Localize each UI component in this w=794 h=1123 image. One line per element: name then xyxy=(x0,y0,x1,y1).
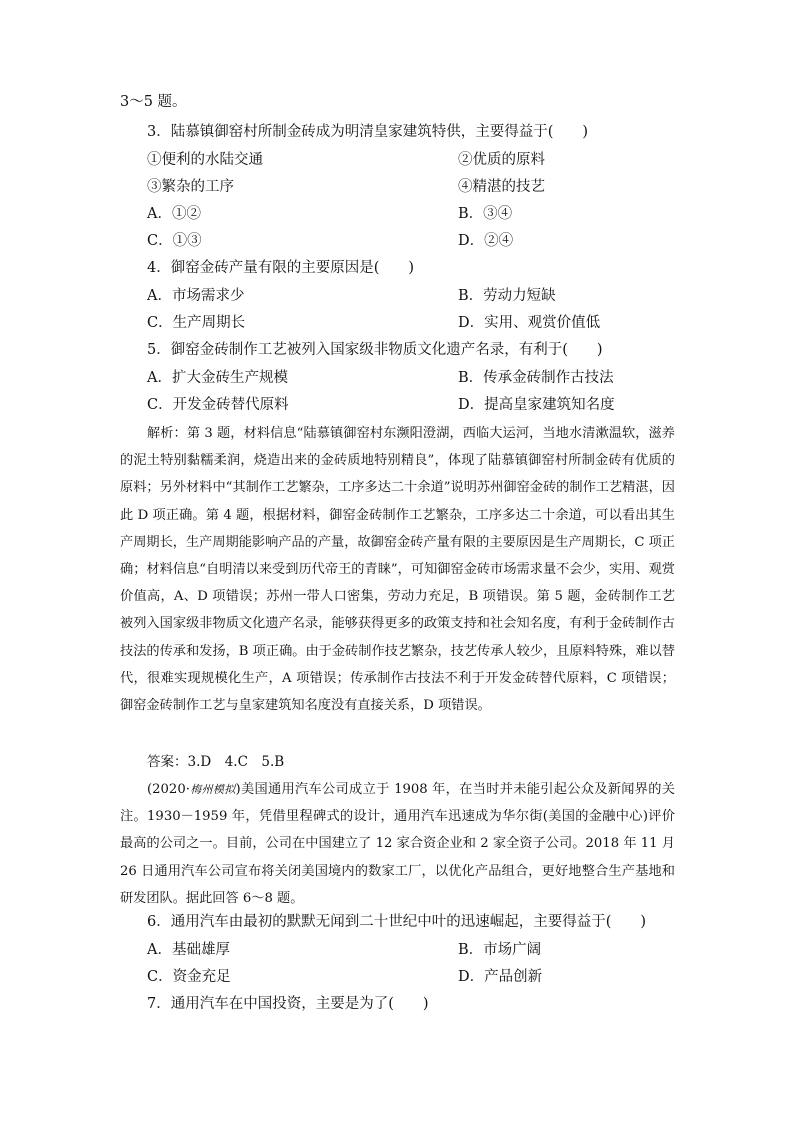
question-4-stem: 4．御窑金砖产量有限的主要原因是( ) xyxy=(147,260,415,276)
question-6-option-d: D．产品创新 xyxy=(458,969,543,985)
question-3-item-4: ④精湛的技艺 xyxy=(458,179,545,195)
question-3-option-d: D．②④ xyxy=(458,233,514,249)
question-4-option-a: A．市场需求少 xyxy=(147,288,245,304)
question-4-option-b: B．劳动力短缺 xyxy=(458,288,556,304)
question-3-option-c: C．①③ xyxy=(147,233,202,249)
question-5-option-d: D．提高皇家建筑知名度 xyxy=(458,397,615,413)
material-source-place: 梅州模拟 xyxy=(189,783,236,796)
question-3-option-b: B．③④ xyxy=(458,206,513,222)
intro-tail: 3～5 题。 xyxy=(120,94,187,110)
question-6-stem: 6．通用汽车由最初的默默无闻到二十世纪中叶的迅速崛起，主要得益于( ) xyxy=(147,914,647,930)
question-5-stem: 5．御窑金砖制作工艺被列入国家级非物质文化遗产名录，有利于( ) xyxy=(147,342,603,358)
question-3-item-3: ③繁杂的工序 xyxy=(147,179,234,195)
question-6-option-c: C．资金充足 xyxy=(147,969,231,985)
question-6-option-a: A．基础雄厚 xyxy=(147,942,230,958)
question-7-stem: 7．通用汽车在中国投资，主要是为了( ) xyxy=(147,996,429,1012)
question-5-option-c: C．开发金砖替代原料 xyxy=(147,397,289,413)
question-3-option-a: A．①② xyxy=(147,206,201,222)
question-3-stem: 3．陆慕镇御窑村所制金砖成为明清皇家建筑特供，主要得益于( ) xyxy=(147,124,589,140)
answer-line: 答案：3.D 4.C 5.B xyxy=(147,754,285,770)
question-5-option-a: A．扩大金砖生产规模 xyxy=(147,370,288,386)
question-6-option-b: B．市场广阔 xyxy=(458,942,542,958)
material-source-open: (2020· xyxy=(147,782,190,797)
analysis-paragraph: 解析：第 3 题，材料信息“陆慕镇御窑村东濒阳澄湖，西临大运河，当地水清漱温软，滋养的泥土特别黏糯柔润，烧造出来的金砖质地特别精良”，体现了陆慕镇御窑村所制金砖有优质的原料；另外材料中“其制作工艺繁杂，工序多达二十余道”说明苏州御窑金砖的制作工艺精湛，因此 D 项正确。第 4 题，根据材料，御窑金砖制作工艺繁杂，工序多达二十余道，可以看出其生产周期长，生产周期能影响产品的产量，故御窑金砖产量有限的主要原因是生产周期长，C 项正确；材料信息“自明清以来受到历代帝王的青睐”，可知御窑金砖市场需求量不会少，实用、观赏价值高，A、D 项错误；苏州一带人口密集，劳动力充足，B 项错误。第 5 题，金砖制作工艺被列入国家级非物质文化遗产名录，能够获得更多的政策支持和社会知名度，有利于金砖制作古技法的传承和发扬，B 项正确。由于金砖制作技艺繁杂，技艺传承人较少，且原料特殊，难以替代，很难实现规模化生产，A 项错误；传承制作古技法不利于开发金砖替代原料，C 项错误；御窑金砖制作工艺与皇家建筑知名度没有直接关系，D 项错误。 xyxy=(120,426,675,714)
question-3-item-2: ②优质的原料 xyxy=(458,152,545,168)
material-paragraph xyxy=(120,776,675,912)
question-4-option-c: C．生产周期长 xyxy=(147,315,246,331)
question-4-option-d: D．实用、观赏价值低 xyxy=(458,315,601,331)
question-5-option-b: B．传承金砖制作古技法 xyxy=(458,370,614,386)
question-3-item-1: ①便利的水陆交通 xyxy=(147,152,263,168)
material-text: 美国通用汽车公司成立于 1908 年，在当时并未能引起公众及新闻界的关注。1930－1959 年，凭借里程碑式的设计，通用汽车迅速成为华尔街(美国的金融中心)评价最高的公司之一。目前，公司在中国建立了 12 家合资企业和 2 家全资子公司。2018 年 11 月 26 日通用汽车公司宣布将关闭美国境内的数家工厂，以优化产品组合，更好地整合生产基地和研发团队。据此回答 6～8 题。 xyxy=(120,782,675,906)
material-source-close: ) xyxy=(235,782,241,797)
